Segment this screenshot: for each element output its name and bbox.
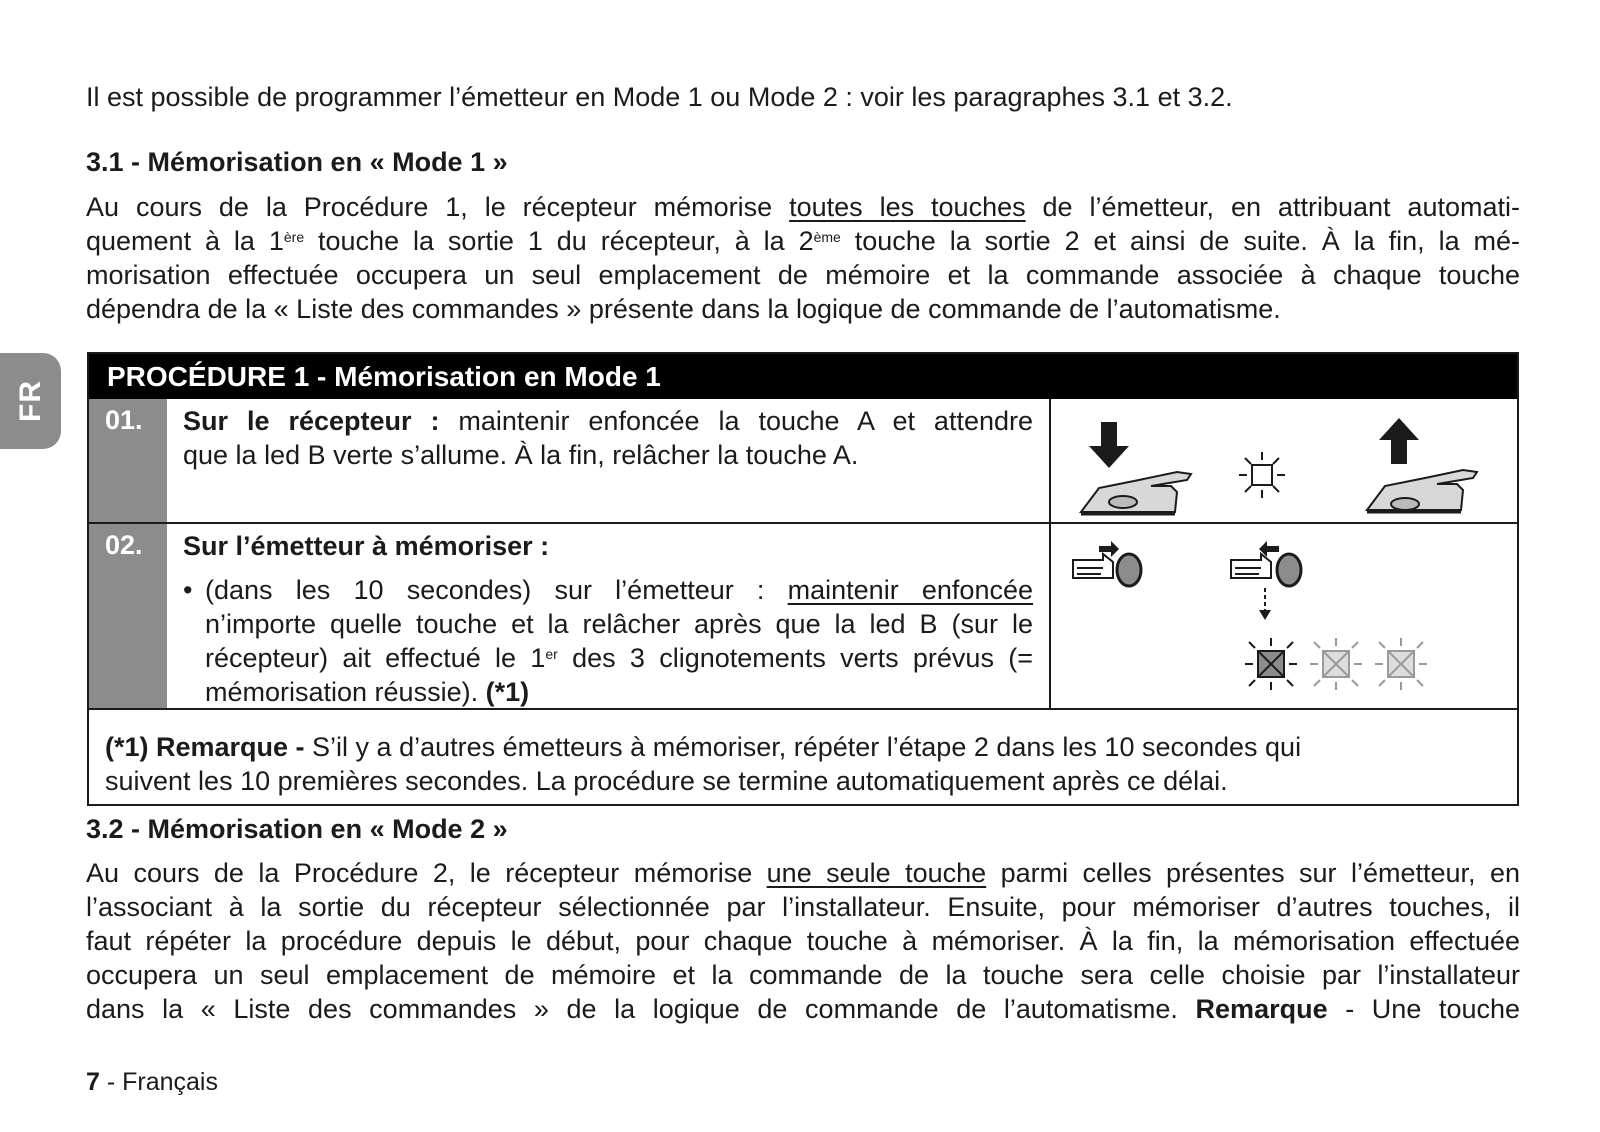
release-button-icon <box>1361 414 1491 524</box>
body-line: Au cours de la Procédure 1, le récepteur mémorise toutes les touches de l’émetteur, en attribuant automati- <box>86 192 1520 222</box>
language-tab <box>0 353 61 449</box>
step-number: 01. <box>89 399 167 524</box>
step-2-label: Sur l’émetteur à mémoriser : <box>183 531 550 561</box>
section-3-1-title: 3.1 - Mémorisation en « Mode 1 » <box>86 147 508 177</box>
underlined-text: une seule touche <box>766 858 987 888</box>
transmitter-press-icon <box>1069 538 1159 598</box>
intro-paragraph <box>86 80 1520 114</box>
press-button-icon <box>1079 422 1199 522</box>
step-1-text: Sur le récepteur : maintenir enfoncée la touche A et attendre que la led B verte s’allume. À la fin, relâcher la touche A. <box>183 406 1034 470</box>
body-line: faut répéter la procédure depuis le début, pour chaque touche à mémoriser. À la fin, la mémorisation effectuée <box>86 926 1520 956</box>
body-line: occupera un seul emplacement de mémoire et la commande de la touche sera celle choisie par l’installateur <box>86 960 1520 990</box>
procedure-table <box>87 352 1519 806</box>
column-divider <box>1049 399 1051 709</box>
step-1-label: Sur le récepteur : <box>183 406 440 436</box>
bullet: • <box>183 575 193 605</box>
row-divider <box>89 522 1517 524</box>
led-blink-icon <box>1241 634 1431 694</box>
body-line: dépendra de la « Liste des commandes » présente dans la logique de commande de l’automatisme. <box>86 294 1281 324</box>
language-tab-label: FR <box>13 380 47 422</box>
intro-text: Il est possible de programmer l’émetteur en Mode 1 ou Mode 2 : voir les paragraphes 3.1 et 3.2. <box>86 82 1233 112</box>
body-line: Au cours de la Procédure 2, le récepteur mémorise une seule touche parmi celles présentes sur l’émetteur, en <box>86 858 1520 888</box>
page-footer <box>86 1068 218 1097</box>
section-3-2-title: 3.2 - Mémorisation en « Mode 2 » <box>86 814 508 844</box>
footer-language: - Français <box>99 1068 218 1096</box>
body-line: dans la « Liste des commandes » de la logique de commande de l’automatisme. Remarque - Une touche <box>86 994 1521 1024</box>
procedure-note: (*1) Remarque - S’il y a d’autres émetteurs à mémoriser, répéter l’étape 2 dans les 10 secondes qui suivent les 10 premières secondes. La procédure se termine automatiquement après ce délai. <box>105 732 1302 796</box>
body-line: morisation effectuée occupera un seul emplacement de mémoire et la commande associée à chaque touche <box>86 260 1520 290</box>
row-divider <box>89 708 1517 710</box>
led-on-icon <box>1237 450 1287 500</box>
transmitter-release-icon <box>1227 538 1317 598</box>
page-number: 7 <box>86 1068 100 1096</box>
procedure-header: PROCÉDURE 1 - Mémorisation en Mode 1 <box>89 354 1517 399</box>
step-2-bullet: • (dans les 10 secondes) sur l’émetteur : maintenir enfoncée n’importe quelle touche et la relâcher après que la led B (sur le récepteur) ait effectué le 1er des 3 clignotements verts prévus (= mémorisation réussie). (*1) <box>183 575 1033 707</box>
section-3-1-body <box>86 190 1520 326</box>
underlined-text: maintenir enfoncée <box>787 575 1033 605</box>
note-label: (*1) Remarque - <box>105 732 305 762</box>
step-number: 02. <box>89 524 167 710</box>
section-3-2-body <box>86 856 1520 1026</box>
body-line: quement à la 1ère touche la sortie 1 du récepteur, à la 2ème touche la sortie 2 et ainsi de suite. À la fin, la mé- <box>86 226 1521 256</box>
body-line: l’associant à la sortie du récepteur sélectionnée par l’installateur. Ensuite, pour mémoriser d’autres touches, il <box>86 892 1520 922</box>
underlined-text: toutes les touches <box>789 192 1026 222</box>
